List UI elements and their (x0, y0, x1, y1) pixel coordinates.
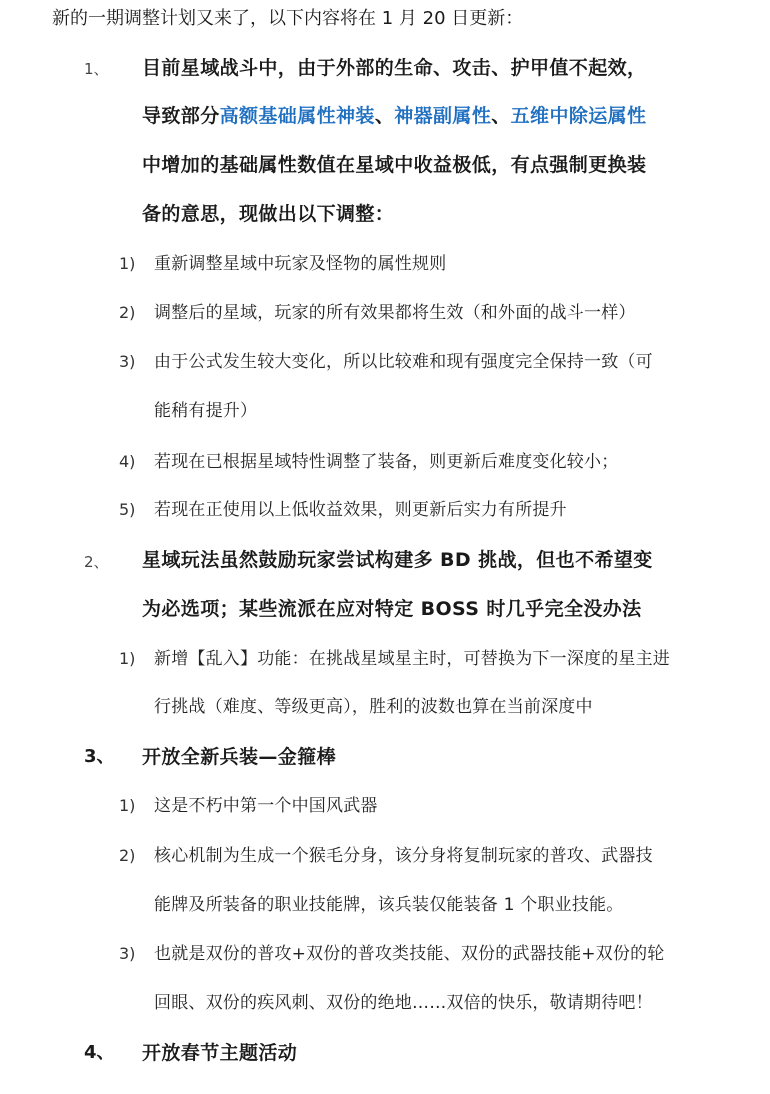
section-1-item-1-text: 重新调整星域中玩家及怪物的属性规则 (154, 254, 447, 274)
section-2-line-2: 为必选项；某些流派在应对特定 BOSS 时几乎完全没办法 (142, 598, 642, 620)
section-1-item-4-number: 4) (119, 452, 136, 471)
section-3-item-3-text: 也就是双份的普攻+双份的普攻类技能、双份的武器技能+双份的轮 (154, 944, 665, 964)
section-1-item-1-number: 1) (119, 254, 136, 273)
section-3-item-3-continuation: 回眼、双份的疾风刺、双份的绝地……双倍的快乐，敬请期待吧！ (154, 993, 653, 1013)
section-3-line-1: 开放全新兵装—金箍棒 (142, 746, 337, 768)
section-1-item-5-number: 5) (119, 500, 136, 519)
highlight-artifact-sub-attribute: 神器副属性 (394, 105, 492, 127)
section-1-line-3: 中增加的基础属性数值在星域中收益极低，有点强制更换装 (142, 154, 647, 176)
section-1-number: 1、 (84, 60, 109, 78)
section-4-number: 4、 (84, 1042, 115, 1063)
section-3-item-2-text: 核心机制为生成一个猴毛分身，该分身将复制玩家的普攻、武器技 (154, 846, 653, 866)
section-1-line-1: 目前星域战斗中，由于外部的生命、攻击、护甲值不起效， (142, 57, 647, 79)
separator: 、 (491, 105, 511, 127)
section-1-item-2-text: 调整后的星域，玩家的所有效果都将生效（和外面的战斗一样） (154, 303, 636, 323)
section-3-number: 3、 (84, 746, 115, 767)
separator: 、 (374, 105, 395, 127)
section-1-item-3-continuation: 能稍有提升） (154, 401, 258, 421)
highlight-five-dimension-attribute: 五维中除运属性 (510, 105, 647, 127)
section-2-number: 2、 (84, 553, 109, 571)
highlight-base-attribute-gear: 高额基础属性神装 (219, 105, 375, 127)
section-3-item-3-number: 3) (119, 944, 136, 963)
section-2-item-1-continuation: 行挑战（难度、等级更高），胜利的波数也算在当前深度中 (154, 697, 593, 717)
section-1-item-4-text: 若现在已根据星域特性调整了装备，则更新后难度变化较小； (154, 452, 619, 472)
section-1-line-2-prefix: 导致部分 (142, 105, 220, 127)
intro-text: 新的一期调整计划又来了，以下内容将在 1 月 20 日更新： (52, 8, 524, 29)
section-1-line-4: 备的意思，现做出以下调整： (142, 203, 395, 225)
section-3-item-2-number: 2) (119, 846, 136, 865)
section-3-item-2-continuation: 能牌及所装备的职业技能牌，该兵装仅能装备 1 个职业技能。 (154, 895, 624, 915)
section-3-item-1-number: 1) (119, 796, 136, 815)
section-2-line-1: 星域玩法虽然鼓励玩家尝试构建多 BD 挑战，但也不希望变 (142, 549, 653, 571)
section-4-line-1: 开放春节主题活动 (142, 1042, 298, 1064)
section-2-item-1-text: 新增【乱入】功能：在挑战星域星主时，可替换为下一深度的星主进 (154, 649, 670, 669)
section-1-line-2 (142, 103, 646, 129)
section-1-item-3-text: 由于公式发生较大变化，所以比较难和现有强度完全保持一致（可 (154, 352, 653, 372)
section-2-item-1-number: 1) (119, 649, 136, 668)
section-1-item-2-number: 2) (119, 303, 136, 322)
section-1-item-5-text: 若现在正使用以上低收益效果，则更新后实力有所提升 (154, 500, 567, 520)
section-3-item-1-text: 这是不朽中第一个中国风武器 (154, 796, 378, 816)
section-1-item-3-number: 3) (119, 352, 136, 371)
